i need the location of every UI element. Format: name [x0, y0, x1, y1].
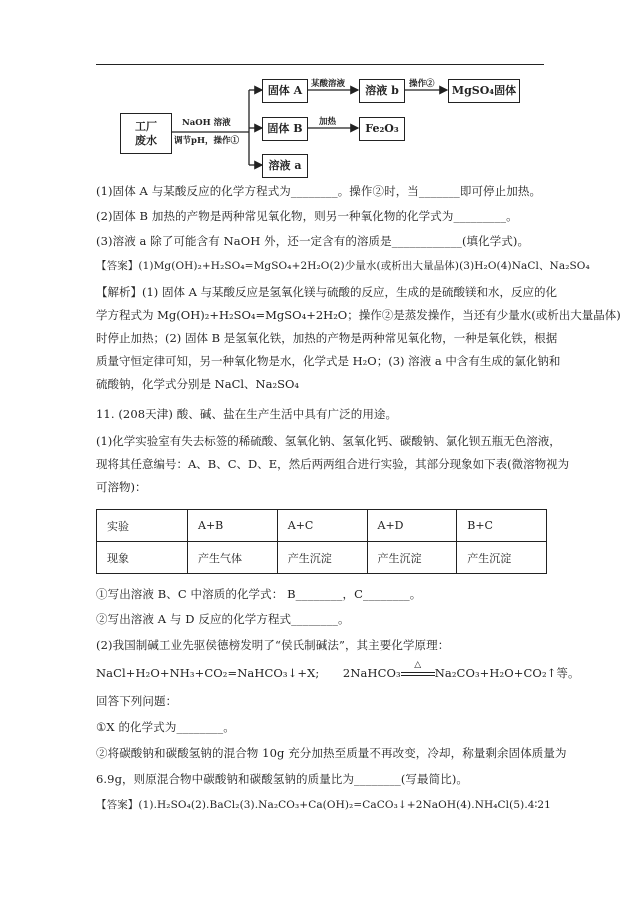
table-cell: 产生沉淀: [367, 542, 457, 574]
q11-x1: ①X 的化学式为________。: [96, 720, 235, 734]
heat-condition: [401, 660, 435, 676]
q11-x2-line1: ②将碳酸钠和碳酸氢钠的混合物 10g 充分加热至质量不再改变，冷却，称量剩余固体质量为: [96, 746, 567, 760]
solution-b-box: [359, 79, 405, 103]
heat-label: 加热: [319, 117, 337, 127]
table-cell: 现象: [97, 542, 188, 574]
q11-intro: [96, 430, 569, 499]
q11-answer: 【答案】(1).H₂SO₄(2).BaCl₂(3).Na₂CO₃+Ca(OH)₂=CaCO₃↓+2NaOH(4).NH₄Cl(5).4∶21: [96, 799, 551, 811]
waste-water-label-line2: 废水: [135, 133, 157, 147]
hou-equations: [96, 660, 580, 682]
naoh-solution-label: NaOH 溶液: [182, 118, 231, 128]
table-row: [97, 510, 547, 542]
q10-sub3: (3)溶液 a 除了可能含有 NaOH 外，还一定含有的溶质是____________(填化学式)。: [96, 234, 530, 248]
table-cell: B+C: [457, 510, 547, 542]
analysis-line: 学方程式为 Mg(OH)₂+H₂SO₄=MgSO₄+2H₂O；操作②是蒸发操作，当还有少量水(或析出大量晶体): [96, 308, 621, 322]
intro-line: 现将其任意编号：A、B、C、D、E，然后两两组合进行实验，其部分现象如下表(微溶物视为: [96, 457, 570, 471]
mgso4-box: [448, 79, 520, 103]
q11-prompt: 回答下列问题：: [96, 694, 178, 708]
analysis-line: 时停止加热；(2) 固体 B 是氢氧化铁，加热的产物是两种常见氧化物，一种是氧化铁，根据: [96, 331, 558, 345]
q11-title: 11. (208天津) 酸、碱、盐在生产生活中具有广泛的用途。: [96, 407, 398, 421]
analysis-line: 硫酸钠，化学式分别是 NaCl、Na₂SO₄: [96, 377, 299, 391]
q10-sub2: (2)固体 B 加热的产物是两种常见氧化物，则另一种氧化物的化学式为_________。: [96, 209, 518, 223]
operation2-label: 操作②: [409, 79, 435, 89]
equation-2-products: Na₂CO₃+H₂O+CO₂↑等。: [434, 666, 580, 680]
fe2o3-label: Fe₂O₃: [365, 122, 399, 136]
acid-solution-label: 某酸溶液: [311, 79, 346, 89]
table-cell: 实验: [97, 510, 188, 542]
table-cell: A+B: [188, 510, 278, 542]
solution-a-box: [262, 154, 308, 178]
q10-sub1: (1)固体 A 与某酸反应的化学方程式为________。操作②时，当_______即可停止加热。: [96, 184, 542, 198]
analysis-line: 质量守恒定律可知，另一种氧化物是水，化学式是 H₂O；(3) 溶液 a 中含有生成的氯化钠和: [96, 354, 561, 368]
intro-line: 可溶物)：: [96, 480, 147, 494]
waste-water-label-line1: 工厂: [135, 119, 157, 133]
solid-a-box: [262, 79, 308, 103]
experiment-table: [96, 509, 547, 574]
q11-part2: (2)我国制碱工业先驱侯德榜发明了“侯氏制碱法”，其主要化学原理：: [96, 638, 450, 652]
table-cell: A+C: [277, 510, 367, 542]
q11-sub1: ①写出溶液 B、C 中溶质的化学式： B________，C________。: [96, 587, 422, 601]
flowchart-arrows: [0, 0, 640, 185]
solution-b-label: 溶液 b: [365, 84, 399, 98]
table-cell: 产生沉淀: [457, 542, 547, 574]
equation-1: NaCl+H₂O+NH₃+CO₂=NaHCO₃↓+X;: [96, 666, 320, 680]
q11-sub2: ②写出溶液 A 与 D 反应的化学方程式________。: [96, 612, 350, 626]
q11-x2-line2: 6.9g，则原混合物中碳酸钠和碳酸氢钠的质量比为________(写最简比)。: [96, 772, 469, 786]
solid-b-label: 固体 B: [267, 122, 303, 136]
table-cell: A+D: [367, 510, 457, 542]
solid-a-label: 固体 A: [267, 84, 303, 98]
table-cell: 产生气体: [188, 542, 278, 574]
solid-b-box: [262, 117, 308, 141]
intro-line: (1)化学实验室有失去标签的稀硫酸、氢氧化钠、氢氧化钙、碳酸钠、氯化钡五瓶无色溶液，: [96, 434, 561, 448]
adjust-ph-label: 调节pH，操作①: [174, 136, 239, 146]
solution-a-label: 溶液 a: [268, 159, 302, 173]
waste-water-box: [120, 113, 172, 154]
equation-2-reactant: 2NaHCO₃: [342, 666, 401, 680]
table-cell: 产生沉淀: [277, 542, 367, 574]
q10-answer: 【答案】(1)Mg(OH)₂+H₂SO₄=MgSO₄+2H₂O(2)少量水(或析出大量晶体)(3)H₂O(4)NaCl、Na₂SO₄: [96, 260, 590, 272]
q10-analysis: [96, 281, 621, 396]
analysis-line: 【解析】(1) 固体 A 与某酸反应是氢氧化镁与硫酸的反应，生成的是硫酸镁和水，反应的化: [96, 285, 558, 299]
heat-symbol: △: [414, 660, 422, 670]
table-row: [97, 542, 547, 574]
fe2o3-box: [359, 117, 405, 141]
mgso4-label: MgSO₄固体: [451, 84, 517, 98]
process-flowchart: [0, 0, 640, 185]
